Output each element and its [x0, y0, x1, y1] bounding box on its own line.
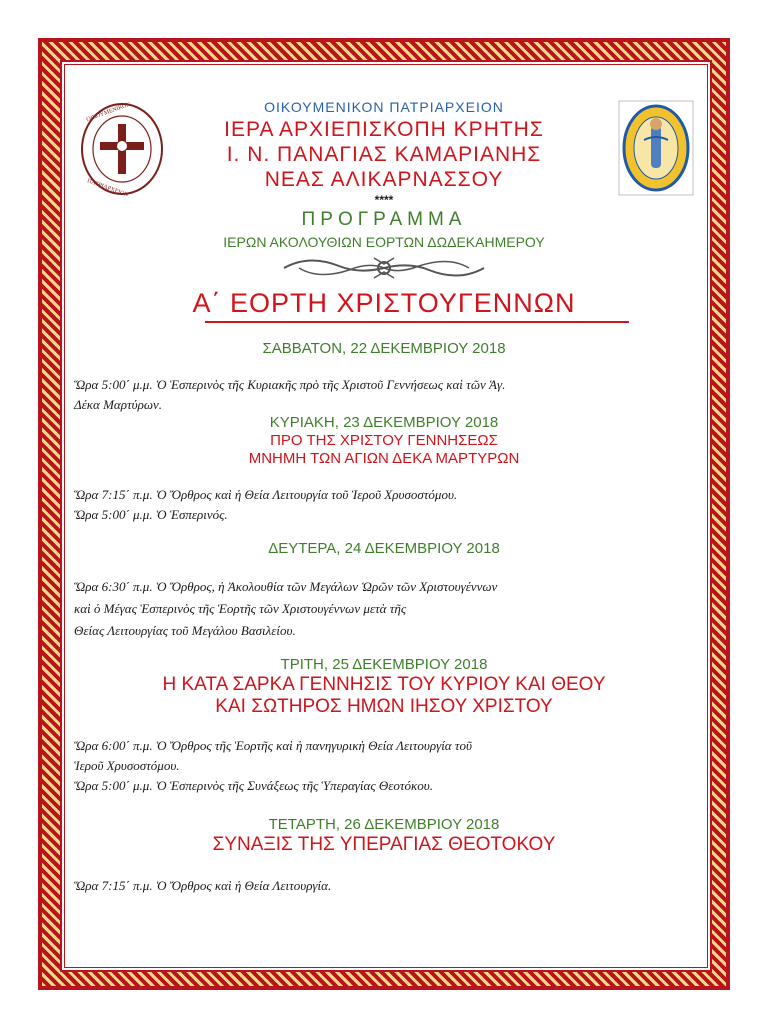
svg-text:ΠΑΤΡΙΑΡΧΕΙΟΝ: ΠΑΤΡΙΑΡΧΕΙΟΝ — [86, 178, 130, 196]
location-line: ΝΕΑΣ ΑΛΙΚΑΡΝΑΣΣΟΥ — [264, 168, 504, 191]
program-title: ΠΡΟΓΡΑΜΜΑ — [301, 209, 467, 230]
day-date: ΤΕΤΑΡΤΗ, 26 ΔΕΚΕΜΒΡΙΟΥ 2018 — [268, 816, 500, 833]
service-line: Ὥρα 7:15΄ π.μ. Ὁ Ὄρθρος καὶ ἡ Θεία Λειτουργία. — [74, 878, 332, 893]
svg-text:ΟΙΚΟΥΜΕΝΙΚΟΝ: ΟΙΚΟΥΜΕΝΙΚΟΝ — [85, 102, 132, 124]
service-line: Ὥρα 6:30΄ π.μ. Ὁ Ὄρθρος, ἡ Ἀκολουθία τῶν Μεγάλων Ὡρῶν τῶν Χριστουγέννων — [74, 579, 498, 594]
day-title: ΜΝΗΜΗ ΤΩΝ ΑΓΙΩΝ ΔΕΚΑ ΜΑΡΤΥΡΩΝ — [248, 450, 520, 467]
separator-stars: **** — [374, 193, 394, 207]
document-content — [62, 62, 706, 966]
service-line: Ὥρα 5:00΄ μ.μ. Ὁ Ἑσπερινός. — [74, 507, 228, 522]
day-date: ΔΕΥΤΕΡΑ, 24 ΔΕΚΕΜΒΡΙΟΥ 2018 — [268, 540, 500, 557]
day-date: ΤΡΙΤΗ, 25 ΔΕΚΕΜΒΡΙΟΥ 2018 — [280, 656, 488, 673]
day-date: ΣΑΒΒΑΤΟΝ, 22 ΔΕΚΕΜΒΡΙΟΥ 2018 — [262, 340, 506, 357]
archdiocese-line: ΙΕΡΑ ΑΡΧΙΕΠΙΣΚΟΠΗ ΚΡΗΤΗΣ — [224, 118, 544, 141]
service-line: καὶ ὁ Μέγας Ἑσπερινὸς τῆς Ἑορτῆς τῶν Χριστουγέννων μετὰ τῆς — [74, 601, 407, 616]
service-line: Ὥρα 7:15΄ π.μ. Ὁ Ὄρθρος καὶ ἡ Θεία Λειτουργία τοῦ Ἱεροῦ Χρυσοστόμου. — [74, 487, 458, 502]
decorative-ornament — [279, 252, 489, 284]
service-line: Ὥρα 5:00΄ μ.μ. Ὁ Ἑσπερινὸς τῆς Συνάξεως τῆς Ὑπεραγίας Θεοτόκου. — [74, 778, 433, 793]
service-line: Ὥρα 5:00΄ μ.μ. Ὁ Ἑσπερινὸς τῆς Κυριακῆς πρὸ τῆς Χριστοῦ Γεννήσεως καὶ τῶν Ἁγ. — [74, 377, 506, 392]
service-line: Θείας Λειτουργίας τοῦ Μεγάλου Βασιλείου. — [74, 623, 296, 638]
day-title: ΣΥΝΑΞΙΣ ΤΗΣ ΥΠΕΡΑΓΙΑΣ ΘΕΟΤΟΚΟΥ — [212, 834, 556, 855]
service-line: Δέκα Μαρτύρων. — [74, 397, 163, 412]
feast-title: Α΄ ΕΟΡΤΗ ΧΡΙΣΤΟΥΓΕΝΝΩΝ — [192, 288, 576, 318]
day-title: ΠΡΟ ΤΗΣ ΧΡΙΣΤΟΥ ΓΕΝΝΗΣΕΩΣ — [270, 432, 498, 449]
parish-line: Ι. Ν. ΠΑΝΑΓΙΑΣ ΚΑΜΑΡΙΑΝΗΣ — [226, 143, 542, 166]
service-line: Ὥρα 6:00΄ π.μ. Ὁ Ὄρθρος τῆς Ἑορτῆς καὶ ἡ πανηγυρικὴ Θεία Λειτουργία τοῦ — [74, 738, 473, 753]
day-title: Η ΚΑΤΑ ΣΑΡΚΑ ΓΕΝΝΗΣΙΣ ΤΟΥ ΚΥΡΙΟΥ ΚΑΙ ΘΕΟΥ — [162, 674, 606, 695]
feast-title-underline — [205, 321, 629, 323]
day-title: ΚΑΙ ΣΩΤΗΡΟΣ ΗΜΩΝ ΙΗΣΟΥ ΧΡΙΣΤΟΥ — [215, 696, 553, 717]
day-date: ΚΥΡΙΑΚΗ, 23 ΔΕΚΕΜΒΡΙΟΥ 2018 — [269, 414, 499, 431]
service-line: Ἱεροῦ Χρυσοστόμου. — [74, 758, 180, 773]
patriarchate-line: ΟΙΚΟΥΜΕΝΙΚΟΝ ΠΑΤΡΙΑΡΧΕΙΟΝ — [264, 99, 504, 115]
program-subtitle: ΙΕΡΩΝ ΑΚΟΛΟΥΘΙΩΝ ΕΟΡΤΩΝ ΔΩΔΕΚΑΗΜΕΡΟΥ — [223, 234, 545, 250]
